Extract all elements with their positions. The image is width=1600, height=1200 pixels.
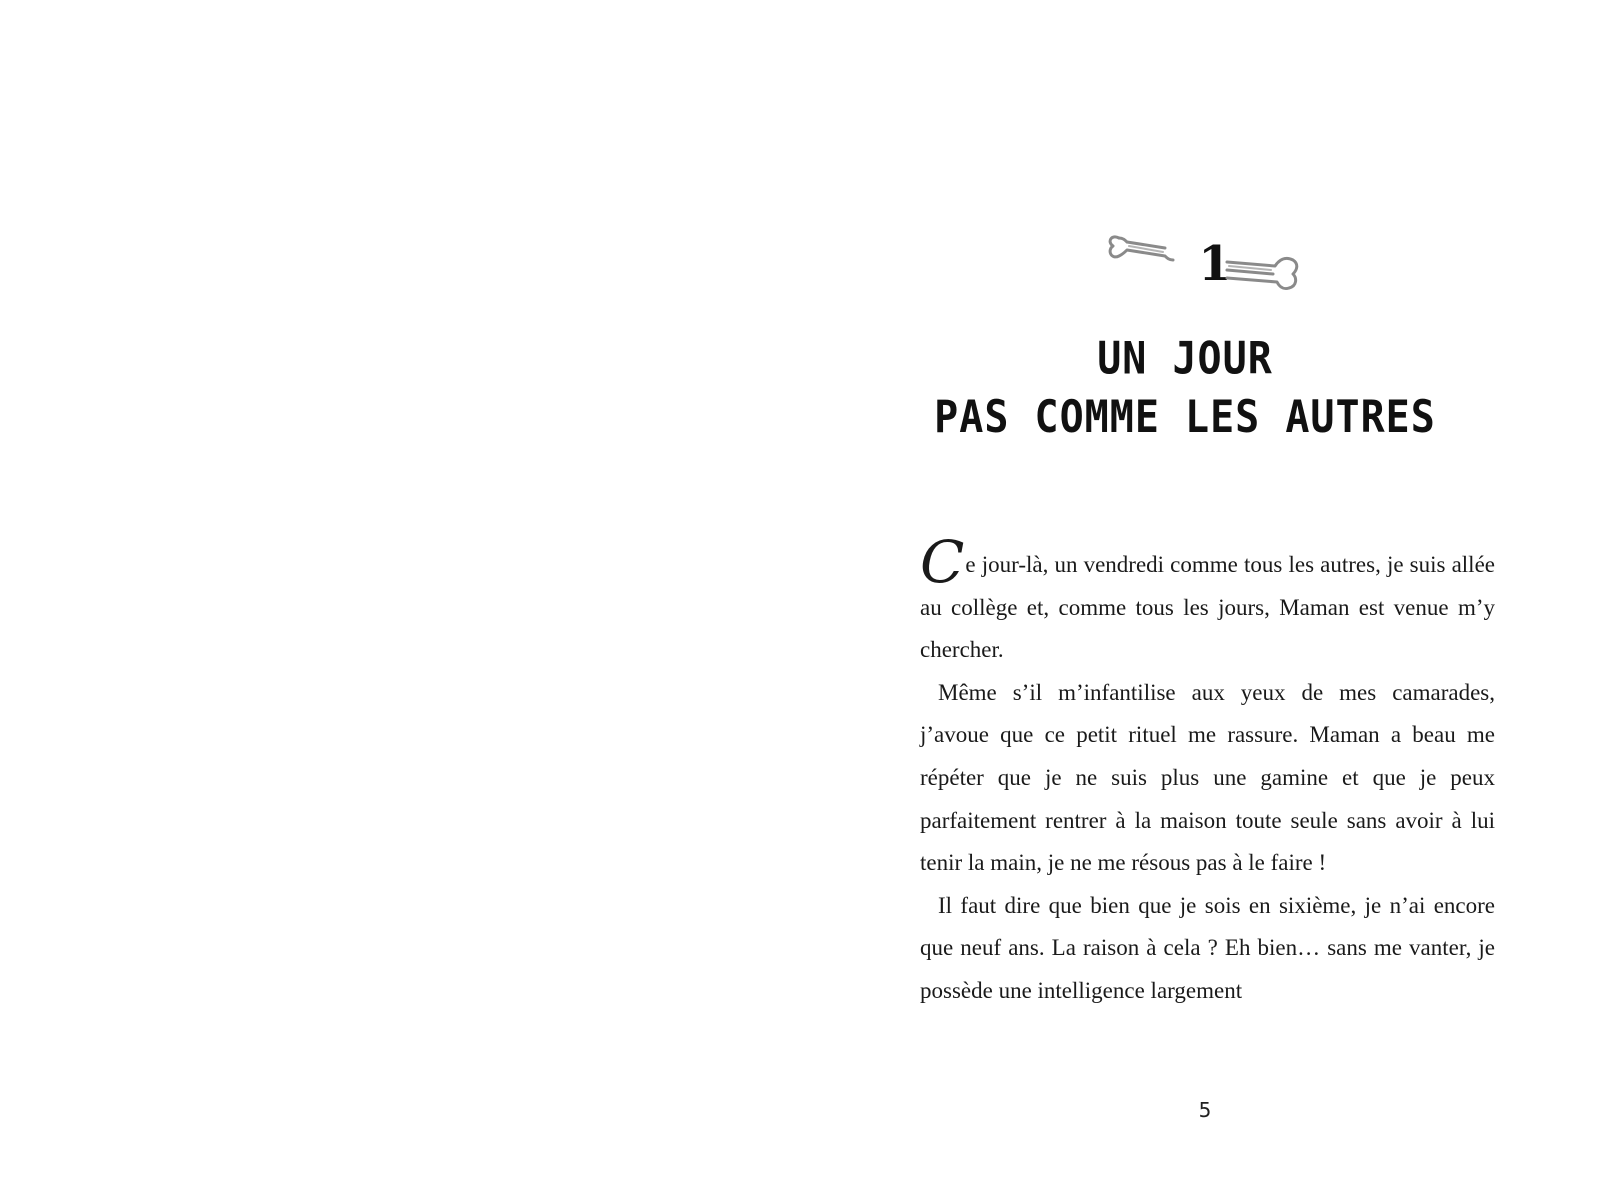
chapter-title-line-1: UN JOUR [1097, 333, 1273, 385]
chapter-number: 1 [1198, 236, 1232, 292]
bone-icon [1225, 252, 1325, 302]
chapter-title-line-2: PAS COMME LES AUTRES [934, 391, 1436, 444]
paragraph-3: Il faut dire que bien que je sois en sixième, je n’ai encore que neuf ans. La raison à cela ? Eh bien… sans me vanter, je possède une intelligence largement [920, 892, 1495, 1003]
bone-icon [1105, 228, 1205, 278]
chapter-body-text [920, 528, 1495, 1013]
chapter-heading [1105, 228, 1325, 308]
drop-cap: C [920, 528, 965, 596]
paragraph-2: Même s’il m’infantilise aux yeux de mes camarades, j’avoue que ce petit rituel me rassure. Maman a beau me répéter que je ne suis plus une gamine et que je peux parfaitement rentrer à la maison toute seule sans avoir à lui tenir la main, je ne me résous pas à le faire ! [920, 679, 1495, 876]
paragraph-1 [920, 528, 1495, 672]
chapter-title [930, 330, 1440, 446]
page-number: 5 [1198, 1098, 1212, 1122]
paragraph-1-text: e jour-là, un vendredi comme tous les autres, je suis allée au collège et, comme tous les jours, Maman est venue m’y chercher. [920, 552, 1495, 663]
